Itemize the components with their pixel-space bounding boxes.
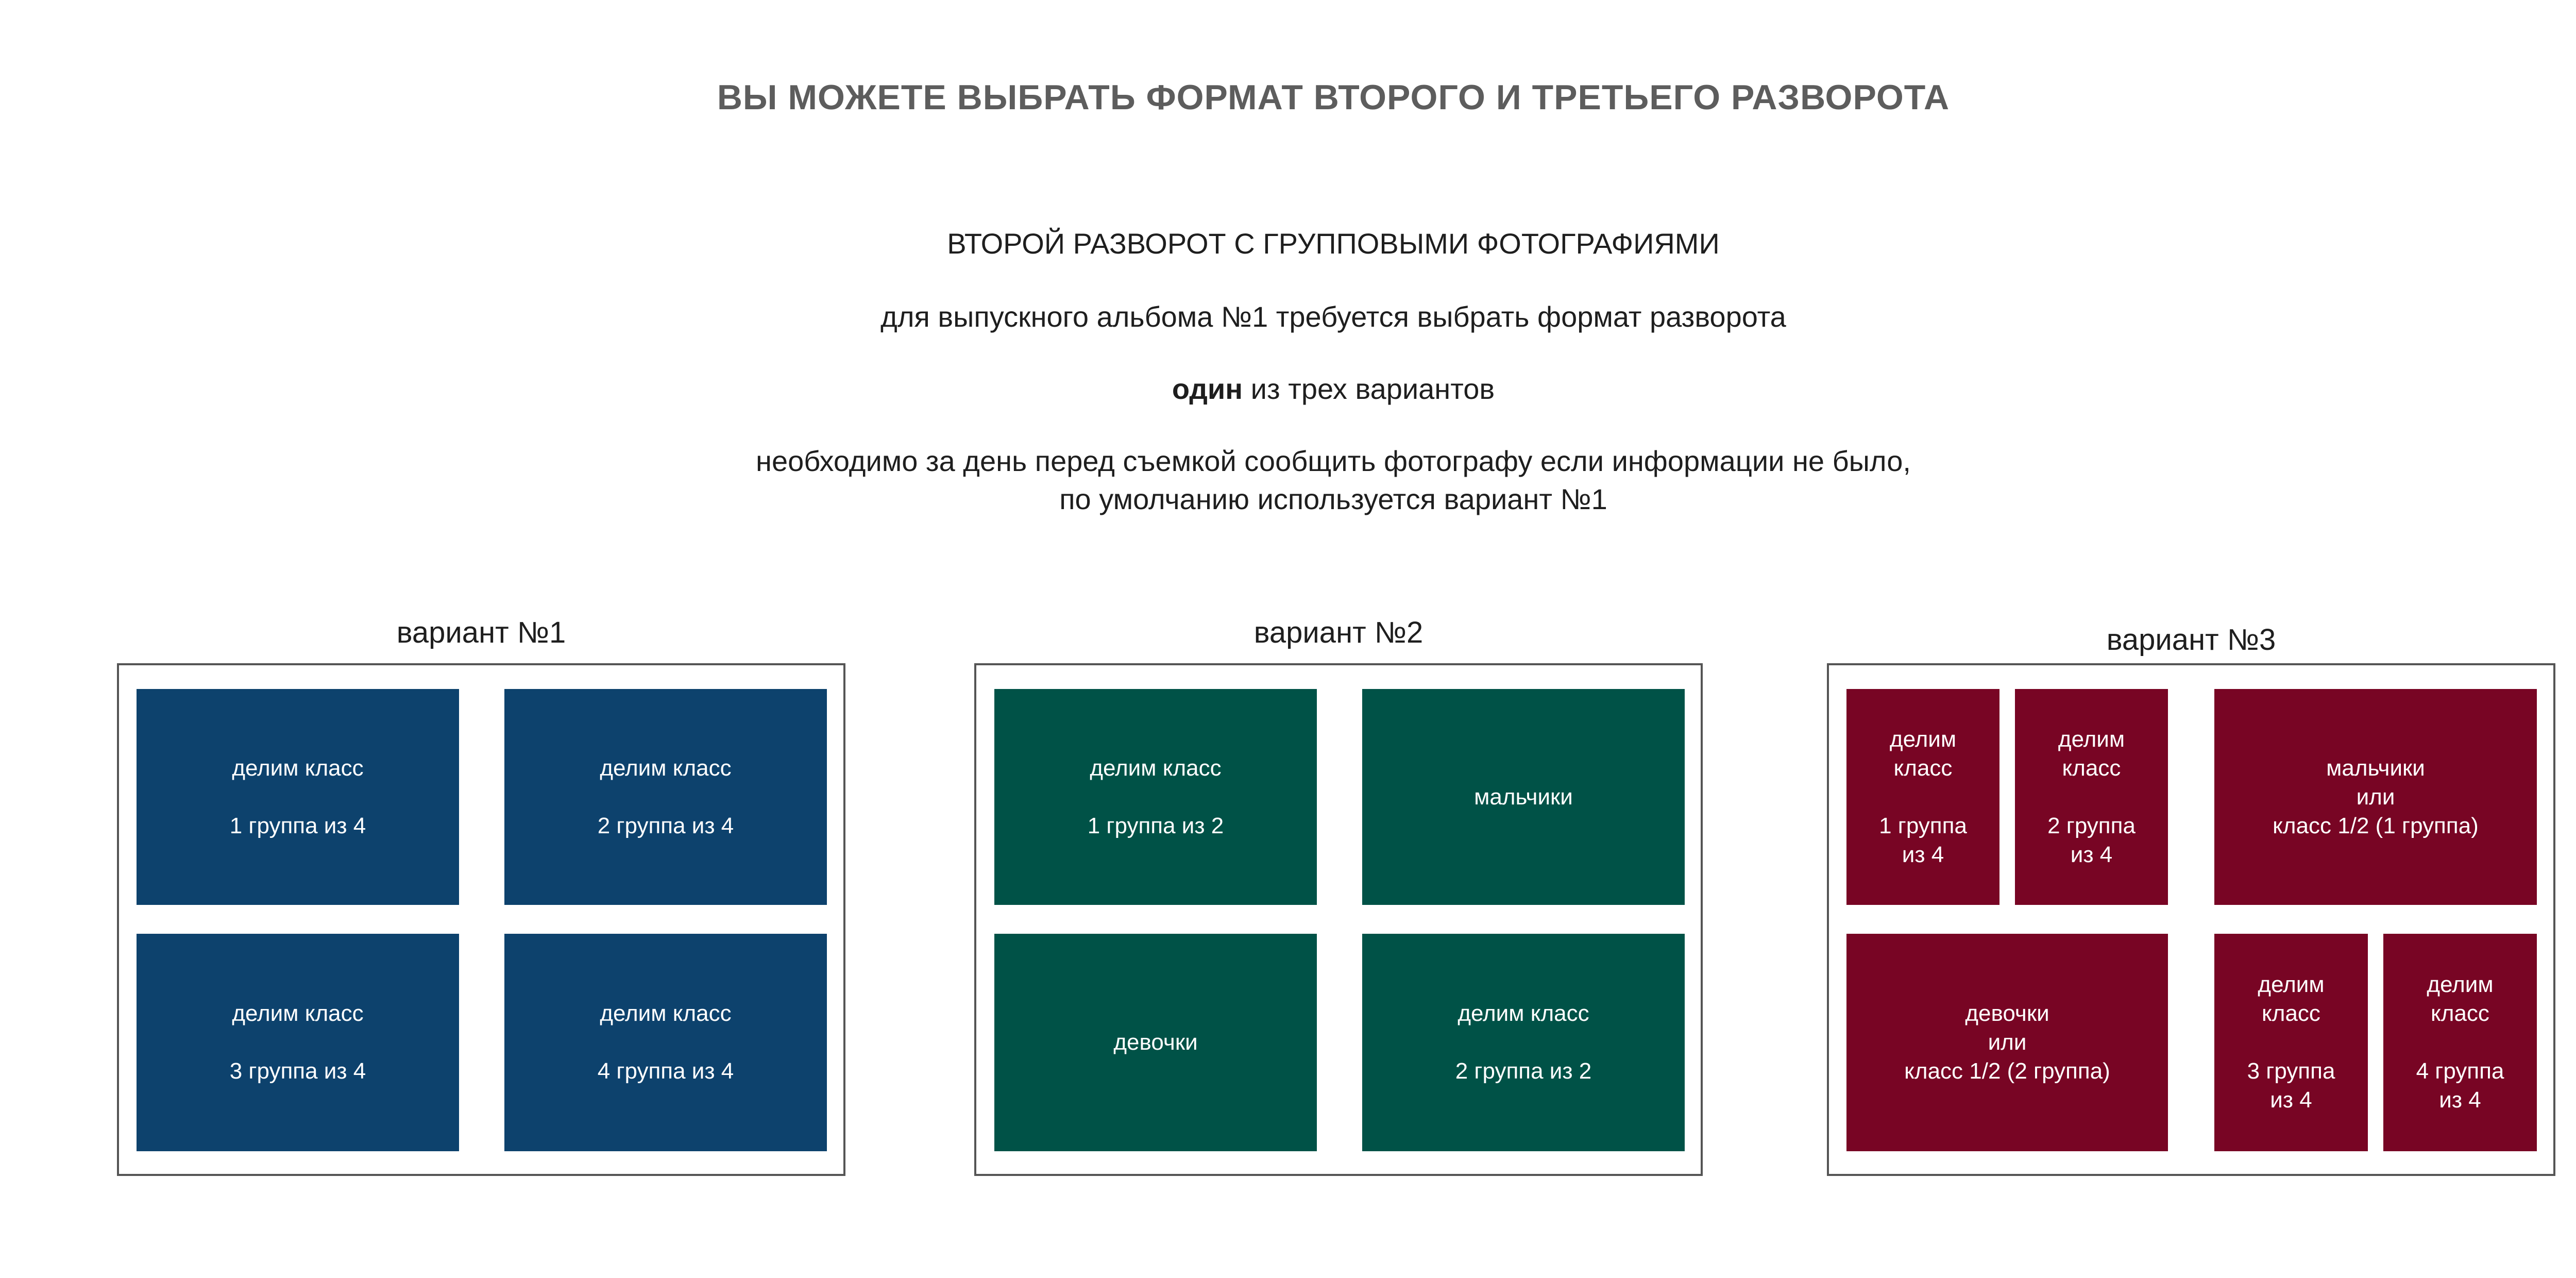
variant-2-block-1: делим класс 1 группа из 2 [994,689,1317,905]
instruction-line-2-rest: из трех вариантов [1243,373,1495,405]
instruction-line-1: для выпускного альбома №1 требуется выбрать формат разворота [880,300,1786,333]
variant-1-block-1: делим класс 1 группа из 4 [137,689,459,905]
variant-3-caption: вариант №3 [2106,623,2276,657]
variant-2-block-4: делим класс 2 группа из 2 [1362,934,1685,1151]
instruction-line-2-bold: один [1172,373,1243,405]
variant-1-block-4: делим класс 4 группа из 4 [504,934,827,1151]
instruction-line-3: необходимо за день перед съемкой сообщить фотографу если информации не было, по умолчанию используется вариант №1 [756,445,1911,515]
variant-1-caption: вариант №1 [396,616,566,649]
variant-2-block-2: мальчики [1362,689,1685,905]
variant-3-block-2: делим класс 2 группа из 4 [2015,689,2168,905]
variant-1-block-2: делим класс 2 группа из 4 [504,689,827,905]
variant-3-block-1: делим класс 1 группа из 4 [1846,689,1999,905]
variant-2-caption: вариант №2 [1253,616,1423,649]
page-title: ВЫ МОЖЕТЕ ВЫБРАТЬ ФОРМАТ ВТОРОГО И ТРЕТЬЕГО РАЗВОРОТА [717,78,1950,117]
subtitle: ВТОРОЙ РАЗВОРОТ С ГРУППОВЫМИ ФОТОГРАФИЯМИ [947,227,1720,260]
variant-3-block-4: девочки или класс 1/2 (2 группа) [1846,934,2168,1151]
variant-2-block-3: девочки [994,934,1317,1151]
variant-3-block-6: делим класс 4 группа из 4 [2383,934,2537,1151]
instruction-line-2 [0,370,2576,408]
variant-3-block-5: делим класс 3 группа из 4 [2214,934,2368,1151]
variant-1-block-3: делим класс 3 группа из 4 [137,934,459,1151]
variant-3-block-3: мальчики или класс 1/2 (1 группа) [2214,689,2537,905]
